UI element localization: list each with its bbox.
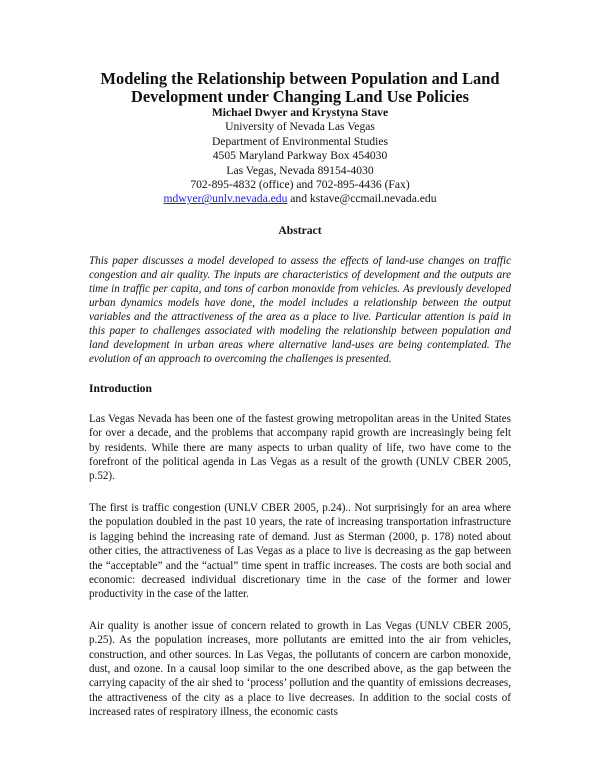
- email-line: [89, 192, 511, 206]
- affiliation-line: Las Vegas, Nevada 89154-4030: [226, 163, 374, 177]
- paper-title: [89, 70, 511, 106]
- title-line-2: Development under Changing Land Use Policies: [130, 87, 469, 106]
- abstract-heading: Abstract: [278, 223, 322, 237]
- body-paragraph: Air quality is another issue of concern related to growth in Las Vegas (UNLV CBER 2005, p.25). As the population increases, more pollutants are emitted into the air from vehicles, construction, and other sources. In Las Vegas, the pollutants of concern are carbon monoxide, dust, and ozone. In a causal loop similar to the one described above, as the gap between the carrying capacity of the air shed to ‘process’ pollution and the quantity of emissions decreases, the attractiveness of the city as a place to live decreases. In addition to the social costs of increased rates of respiratory illness, the economic casts: [89, 619, 511, 719]
- body-paragraph: Las Vegas Nevada has been one of the fastest growing metropolitan areas in the United States for over a decade, and the problems that accompany rapid growth are increasingly being felt by residents. While there are many aspects to urban quality of life, two have come to the forefront of the political agenda in Las Vegas as a result of the growth (UNLV CBER 2005, p.52).: [89, 412, 511, 483]
- title-line-1: Modeling the Relationship between Population and Land: [100, 69, 500, 88]
- author-block: [89, 106, 511, 207]
- affiliation-line: 702-895-4832 (office) and 702-895-4436 (Fax): [190, 178, 410, 192]
- authors: Michael Dwyer and Krystyna Stave: [211, 106, 389, 119]
- affiliation-line: 4505 Maryland Parkway Box 454030: [212, 149, 388, 163]
- email-link[interactable]: mdwyer@unlv.nevada.edu: [163, 192, 288, 206]
- section-heading-introduction: Introduction: [89, 381, 152, 395]
- affiliation-line: University of Nevada Las Vegas: [225, 120, 375, 134]
- email-rest: and kstave@ccmail.nevada.edu: [287, 192, 437, 206]
- body-paragraph: The first is traffic congestion (UNLV CBER 2005, p.24).. Not surprisingly for an area where the population doubled in the past 10 years, the rate of increasing transportation infrastructure is lagging behind the increasing rate of demand. Just as Sterman (2000, p. 178) noted about other cities, the attractiveness of Las Vegas as a place to live is decreasing as the gap between the “acceptable” and the “actual” time spent in traffic increases. The costs are both social and economic: decreased individual discretionary time in the case of the former and lower productivity in the case of the latter.: [89, 501, 511, 601]
- abstract-text: This paper discusses a model developed to assess the effects of land-use changes on traffic congestion and air quality. The inputs are characteristics of development and the outputs are time in traffic per capita, and tons of carbon monoxide from vehicles. As previously developed urban dynamics models have done, the model includes a relationship between the output variables and the attractiveness of the area as a place to live. Particular attention is paid in this paper to challenges associated with modeling the relationship between population and land development in urban areas where alternative land-uses are being contemplated. The evolution of an approach to overcoming the challenges is presented.: [89, 254, 511, 365]
- affiliation-line: Department of Environmental Studies: [211, 134, 389, 148]
